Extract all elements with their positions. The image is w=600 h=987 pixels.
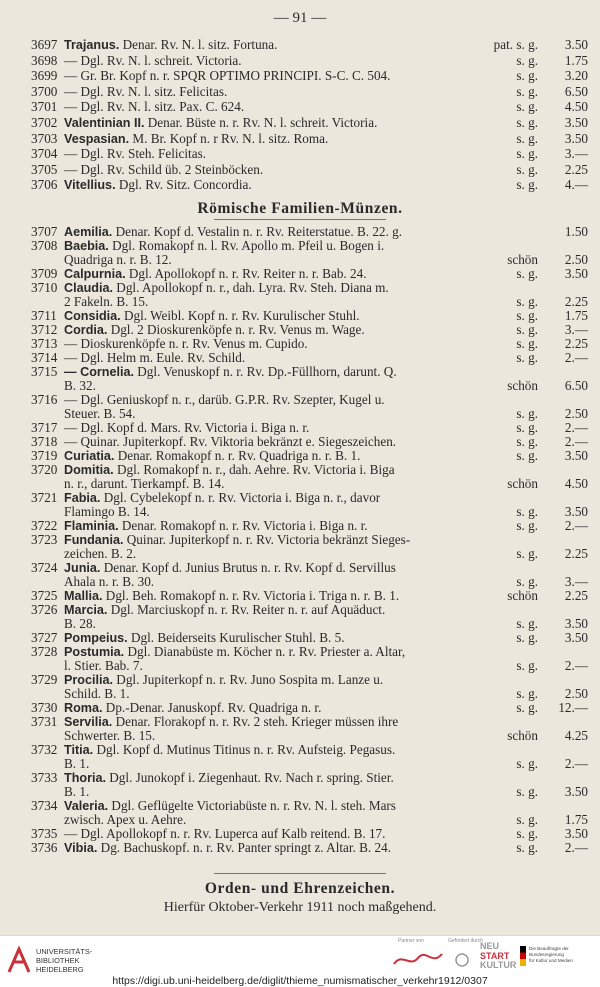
- catalog-entry: [0, 37, 600, 53]
- entry-description: Baebia. Dgl. Romakopf n. l. Rv. Apollo m. Pfeil u. Bogen i.: [64, 238, 385, 253]
- catalog-entry: [0, 131, 600, 147]
- ruler-name: Titia.: [64, 743, 94, 757]
- entry-description: Ahala n. r. B. 30.: [64, 574, 155, 589]
- lot-number: 3723: [31, 532, 58, 547]
- price: 2.50: [564, 686, 588, 701]
- entry-description: Mallia. Dgl. Beh. Romakopf n. r. Rv. Victoria i. Triga n. r. B. 1.: [64, 588, 400, 603]
- entry-description: Valeria. Dgl. Geflügelte Victoriabüste n. r. Rv. N. l. steh. Mars: [64, 798, 396, 813]
- price: 12.—: [558, 700, 588, 715]
- condition: s. g.: [516, 336, 538, 351]
- catalog-entry: [0, 162, 600, 178]
- entry-description: Junia. Denar. Kopf d. Junius Brutus n. r. Rv. Kopf d. Servillus: [64, 560, 396, 575]
- section-heading-roman-family-coins: Römische Familien-Münzen.: [197, 200, 403, 217]
- sponsor-label: Gefördert durch: [448, 938, 484, 944]
- partner-label: Partner von: [398, 938, 424, 944]
- price: 1.75: [564, 308, 588, 323]
- lot-number: 3710: [31, 280, 58, 295]
- lot-number: 3704: [31, 146, 58, 162]
- ruler-name: Fundania.: [64, 533, 124, 547]
- ruler-name: Marcia.: [64, 603, 108, 617]
- condition: s. g.: [516, 406, 538, 421]
- condition: schön: [507, 252, 538, 267]
- ruler-name: Mallia.: [64, 589, 103, 603]
- price: 2.—: [564, 434, 588, 449]
- condition: s. g.: [516, 434, 538, 449]
- price: 3.—: [564, 322, 588, 337]
- entry-description: Curiatia. Denar. Romakopf n. r. Rv. Quadriga n. r. B. 1.: [64, 448, 361, 463]
- entry-description: — Quinar. Jupiterkopf. Rv. Viktoria bekränzt e. Siegeszeichen.: [64, 434, 397, 449]
- ruler-name: Fabia.: [64, 491, 101, 505]
- section-heading-orders-decorations: Orden- und Ehrenzeichen.: [204, 880, 396, 897]
- lot-number: 3701: [31, 99, 58, 115]
- lot-number: 3709: [31, 266, 58, 281]
- entry-description: zwisch. Apex u. Aehre.: [64, 812, 187, 827]
- ruler-name: Servilia.: [64, 715, 113, 729]
- lot-number: 3697: [31, 37, 58, 52]
- condition: s. g.: [516, 546, 538, 561]
- lot-number: 3733: [31, 770, 58, 785]
- lot-number: 3711: [31, 308, 57, 323]
- lot-number: 3725: [31, 588, 58, 603]
- ruler-name: Pompeius.: [64, 631, 128, 645]
- condition: schön: [507, 588, 538, 603]
- lot-number: 3731: [31, 714, 58, 729]
- ruler-name: Aemilia.: [64, 225, 113, 239]
- condition: s. g.: [516, 177, 538, 193]
- price: 2.—: [564, 350, 588, 365]
- entry-description: Vibia. Dg. Bachuskopf. n. r. Rv. Panter springt z. Altar. B. 24.: [64, 840, 392, 855]
- condition: s. g.: [516, 115, 538, 130]
- lot-number: 3700: [31, 83, 58, 99]
- price: 6.50: [564, 378, 588, 393]
- sponsor-emblem-icon: [454, 952, 470, 968]
- entry-description: Thoria. Dgl. Junokopf i. Ziegenhaut. Rv. Nach r. spring. Stier.: [64, 770, 394, 785]
- condition: s. g.: [516, 308, 538, 323]
- lot-number: 3729: [31, 672, 58, 687]
- ruler-name: Valeria.: [64, 799, 109, 813]
- entry-description: — Dgl. Kopf d. Mars. Rv. Victoria i. Biga n. r.: [64, 420, 310, 435]
- entry-description: Flaminia. Denar. Romakopf n. r. Rv. Victoria i. Biga n. r.: [64, 518, 368, 533]
- entry-description: Flamingo B. 14.: [64, 504, 150, 519]
- lot-number: 3734: [31, 798, 58, 813]
- entry-description: Titia. Dgl. Kopf d. Mutinus Titinus n. r. Rv. Aufsteig. Pegasus.: [64, 742, 396, 757]
- price: 3.50: [564, 448, 588, 463]
- catalog-entry: [0, 840, 600, 856]
- entry-description: Procilia. Dgl. Jupiterkopf n. r. Rv. Juno Sospita m. Lanze u.: [64, 672, 384, 687]
- catalog-entry: [0, 84, 600, 100]
- entry-description: — Dgl. Rv. Schild üb. 2 Steinböcken.: [64, 161, 264, 177]
- lot-number: 3720: [31, 462, 58, 477]
- section-divider: [214, 873, 386, 874]
- ruler-name: Vespasian.: [64, 131, 130, 146]
- lot-number: 3702: [31, 115, 58, 130]
- entry-description: — Dgl. Apollokopf n. r. Rv. Luperca auf Kalb reitend. B. 17.: [64, 826, 386, 841]
- price: 3.50: [564, 826, 588, 841]
- lot-number: 3728: [31, 644, 58, 659]
- partner-logo-icon: [392, 950, 444, 970]
- price: 2.25: [564, 546, 588, 561]
- lot-number: 3724: [31, 560, 58, 575]
- entry-description: Fabia. Dgl. Cybelekopf n. r. Rv. Victoria i. Biga n. r., davor: [64, 490, 381, 505]
- ruler-name: Junia.: [64, 561, 101, 575]
- entry-description: l. Stier. Bab. 7.: [64, 658, 143, 673]
- catalog-entry: [0, 146, 600, 162]
- condition: s. g.: [516, 68, 538, 84]
- condition: s. g.: [516, 784, 538, 799]
- german-flag-icon: [520, 946, 526, 966]
- price: 2.50: [564, 406, 588, 421]
- price: 3.50: [564, 266, 588, 281]
- price: 3.20: [564, 68, 588, 84]
- entry-description: Vespasian. M. Br. Kopf n. r Rv. N. l. sitz. Roma.: [64, 130, 329, 146]
- entry-description: Trajanus. Denar. Rv. N. l. sitz. Fortuna.: [64, 37, 278, 52]
- price: 4.25: [564, 728, 588, 743]
- condition: s. g.: [516, 756, 538, 771]
- ruler-name: Postumia.: [64, 645, 125, 659]
- condition: s. g.: [516, 700, 538, 715]
- ruler-name: Roma.: [64, 701, 103, 715]
- ruler-name: Valentinian II.: [64, 116, 145, 130]
- price: 3.50: [564, 115, 588, 130]
- price: 2.—: [564, 658, 588, 673]
- catalog-entry: [0, 53, 600, 69]
- price: 2.25: [564, 588, 588, 603]
- university-library-logo-icon: [6, 946, 32, 974]
- price: 4.50: [564, 99, 588, 115]
- entry-description: Vitellius. Dgl. Rv. Sitz. Concordia.: [64, 177, 252, 193]
- price: 2.25: [564, 336, 588, 351]
- entry-description: — Cornelia. Dgl. Venuskopf n. r. Rv. Dp.-Füllhorn, darunt. Q.: [64, 364, 397, 379]
- entry-description: Domitia. Dgl. Romakopf n. r., dah. Aehre. Rv. Victoria i. Biga: [64, 462, 395, 477]
- price: 1.75: [564, 812, 588, 827]
- condition: s. g.: [516, 146, 538, 162]
- lot-number: 3721: [31, 490, 58, 505]
- ruler-name: Baebia.: [64, 239, 109, 253]
- entry-description: Marcia. Dgl. Marciuskopf n. r. Rv. Reiter n. r. auf Aquäduct.: [64, 602, 386, 617]
- ruler-name: Considia.: [64, 309, 121, 323]
- condition: s. g.: [516, 52, 538, 68]
- entry-description: — Dgl. Rv. Steh. Felicitas.: [64, 146, 207, 162]
- entry-description: B. 28.: [64, 616, 96, 631]
- price: 2.25: [564, 161, 588, 177]
- condition: s. g.: [516, 99, 538, 115]
- price: 3.50: [564, 504, 588, 519]
- entry-description: Fundania. Quinar. Jupiterkopf n. r. Rv. Victoria bekränzt Sieges-: [64, 532, 411, 547]
- entry-description: — Dgl. Helm m. Eule. Rv. Schild.: [64, 350, 246, 365]
- condition: s. g.: [516, 504, 538, 519]
- condition: s. g.: [516, 322, 538, 337]
- price: 6.50: [564, 83, 588, 99]
- lot-number: 3730: [31, 700, 58, 715]
- entry-description: 2 Fakeln. B. 15.: [64, 294, 149, 309]
- lot-number: 3717: [31, 420, 58, 435]
- ruler-name: Claudia.: [64, 281, 113, 295]
- lot-number: 3706: [31, 177, 58, 193]
- price: 3.—: [564, 146, 588, 162]
- entry-description: Schild. B. 1.: [64, 686, 130, 701]
- catalog-entry: [0, 115, 600, 131]
- condition: s. g.: [516, 83, 538, 99]
- ruler-name: Procilia.: [64, 673, 113, 687]
- lot-number: 3714: [31, 350, 58, 365]
- lot-number: 3722: [31, 518, 58, 533]
- condition: pat. s. g.: [493, 37, 538, 52]
- condition: schön: [507, 728, 538, 743]
- condition: s. g.: [516, 658, 538, 673]
- lot-number: 3699: [31, 68, 58, 84]
- permalink-url[interactable]: https://digi.ub.uni-heidelberg.de/diglit/thieme_numismatischer_verkehr1912/0307: [112, 975, 488, 987]
- condition: s. g.: [516, 826, 538, 841]
- lot-number: 3732: [31, 742, 58, 757]
- entry-description: Servilia. Denar. Florakopf n. r. Rv. 2 steh. Krieger müssen ihre: [64, 714, 399, 729]
- page-number: — 91 —: [273, 10, 327, 26]
- price: 2.—: [564, 756, 588, 771]
- condition: s. g.: [516, 448, 538, 463]
- ruler-name: Domitia.: [64, 463, 114, 477]
- lot-number: 3718: [31, 434, 58, 449]
- entry-description: Roma. Dp.-Denar. Januskopf. Rv. Quadriga n. r.: [64, 700, 322, 715]
- price: 2.—: [564, 840, 588, 855]
- entry-description: Calpurnia. Dgl. Apollokopf n. r. Rv. Reiter n. r. Bab. 24.: [64, 266, 367, 281]
- entry-description: Aemilia. Denar. Kopf d. Vestalin n. r. Rv. Reiterstatue. B. 22. g.: [64, 224, 403, 239]
- ruler-name: Trajanus.: [64, 38, 120, 52]
- ruler-name: Thoria.: [64, 771, 106, 785]
- ruler-name: Curiatia.: [64, 449, 115, 463]
- price: 2.—: [564, 420, 588, 435]
- lot-number: 3713: [31, 336, 58, 351]
- price: 3.50: [564, 130, 588, 146]
- entry-description: Valentinian II. Denar. Büste n. r. Rv. N. l. schreit. Victoria.: [64, 115, 378, 130]
- price: 2.50: [564, 252, 588, 267]
- condition: s. g.: [516, 350, 538, 365]
- lot-number: 3703: [31, 130, 58, 146]
- price: 3.—: [564, 574, 588, 589]
- lot-number: 3719: [31, 448, 58, 463]
- condition: s. g.: [516, 161, 538, 177]
- entry-description: — Dgl. Rv. N. l. sitz. Pax. C. 624.: [64, 99, 245, 115]
- lot-number: 3712: [31, 322, 58, 337]
- entry-description: Considia. Dgl. Weibl. Kopf n. r. Rv. Kurulischer Stuhl.: [64, 308, 360, 323]
- lot-number: 3715: [31, 364, 58, 379]
- entry-description: Schwerter. B. 15.: [64, 728, 156, 743]
- price: 3.50: [564, 616, 588, 631]
- federal-culture-commissioner-logo: Die Beauftragte der Bundesregierung für Kultur und Medien: [520, 946, 594, 968]
- entry-description: Quadriga n. r. B. 12.: [64, 252, 172, 267]
- ruler-name: Vitellius.: [64, 178, 116, 193]
- entry-description: Steuer. B. 54.: [64, 406, 136, 421]
- lot-number: 3736: [31, 840, 58, 855]
- condition: s. g.: [516, 266, 538, 281]
- entry-description: B. 1.: [64, 784, 90, 799]
- condition: s. g.: [516, 518, 538, 533]
- condition: schön: [507, 378, 538, 393]
- price: 3.50: [564, 784, 588, 799]
- entry-description: — Dgl. Geniuskopf n. r., darüb. G.P.R. Rv. Szepter, Kugel u.: [64, 392, 385, 407]
- ruler-name: Flaminia.: [64, 519, 119, 533]
- price: 2.—: [564, 518, 588, 533]
- condition: s. g.: [516, 420, 538, 435]
- entry-description: Claudia. Dgl. Apollokopf n. r., dah. Lyra. Rv. Steh. Diana m.: [64, 280, 389, 295]
- entry-description: Postumia. Dgl. Dianabüste m. Köcher n. r. Rv. Priester a. Altar,: [64, 644, 406, 659]
- heading-underline: [214, 219, 386, 220]
- ruler-name: Calpurnia.: [64, 267, 126, 281]
- price: 4.50: [564, 476, 588, 491]
- lot-number: 3726: [31, 602, 58, 617]
- lot-number: 3708: [31, 238, 58, 253]
- orders-note: Hierfür Oktober-Verkehr 1911 noch maßgehend.: [163, 900, 437, 915]
- lot-number: 3735: [31, 826, 58, 841]
- entry-description: — Gr. Br. Kopf n. r. SPQR OPTIMO PRINCIPI. S-C. C. 504.: [64, 68, 391, 84]
- condition: s. g.: [516, 686, 538, 701]
- condition: s. g.: [516, 574, 538, 589]
- lot-number: 3727: [31, 630, 58, 645]
- price: 2.25: [564, 294, 588, 309]
- ruler-name: Vibia.: [64, 841, 98, 855]
- catalog-entry: [0, 177, 600, 193]
- condition: s. g.: [516, 812, 538, 827]
- price: 4.—: [564, 177, 588, 193]
- price: 3.50: [564, 630, 588, 645]
- entry-description: — Dgl. Rv. N. l. schreit. Victoria.: [64, 52, 242, 68]
- entry-description: — Dgl. Rv. N. l. sitz. Felicitas.: [64, 83, 228, 99]
- catalog-entry: [0, 99, 600, 115]
- catalog-entry: [0, 68, 600, 84]
- condition: s. g.: [516, 294, 538, 309]
- price: 1.50: [564, 224, 588, 239]
- ruler-name: Cordia.: [64, 323, 108, 337]
- price: 1.75: [564, 52, 588, 68]
- condition: schön: [507, 476, 538, 491]
- entry-description: Cordia. Dgl. 2 Dioskurenköpfe n. r. Rv. Venus m. Wage.: [64, 322, 365, 337]
- condition: s. g.: [516, 840, 538, 855]
- lot-number: 3707: [31, 224, 58, 239]
- entry-description: Pompeius. Dgl. Beiderseits Kurulischer Stuhl. B. 5.: [64, 630, 345, 645]
- entry-description: zeichen. B. 2.: [64, 546, 137, 561]
- entry-description: B. 32.: [64, 378, 96, 393]
- university-library-name: UNIVERSITÄTS- BIBLIOTHEK HEIDELBERG: [36, 947, 93, 974]
- neustart-kultur-logo: NEU START KULTUR: [480, 941, 517, 970]
- viewer-footer: [0, 935, 600, 987]
- ruler-name: — Cornelia.: [64, 365, 134, 379]
- entry-description: B. 1.: [64, 756, 90, 771]
- lot-number: 3705: [31, 161, 58, 177]
- entry-description: — Dioskurenköpfe n. r. Rv. Venus m. Cupido.: [64, 336, 308, 351]
- condition: s. g.: [516, 616, 538, 631]
- lot-number: 3716: [31, 392, 58, 407]
- condition: s. g.: [516, 130, 538, 146]
- condition: s. g.: [516, 630, 538, 645]
- entry-description: n. r., darunt. Tierkampf. B. 14.: [64, 476, 225, 491]
- lot-number: 3698: [31, 52, 58, 68]
- price: 3.50: [564, 37, 588, 52]
